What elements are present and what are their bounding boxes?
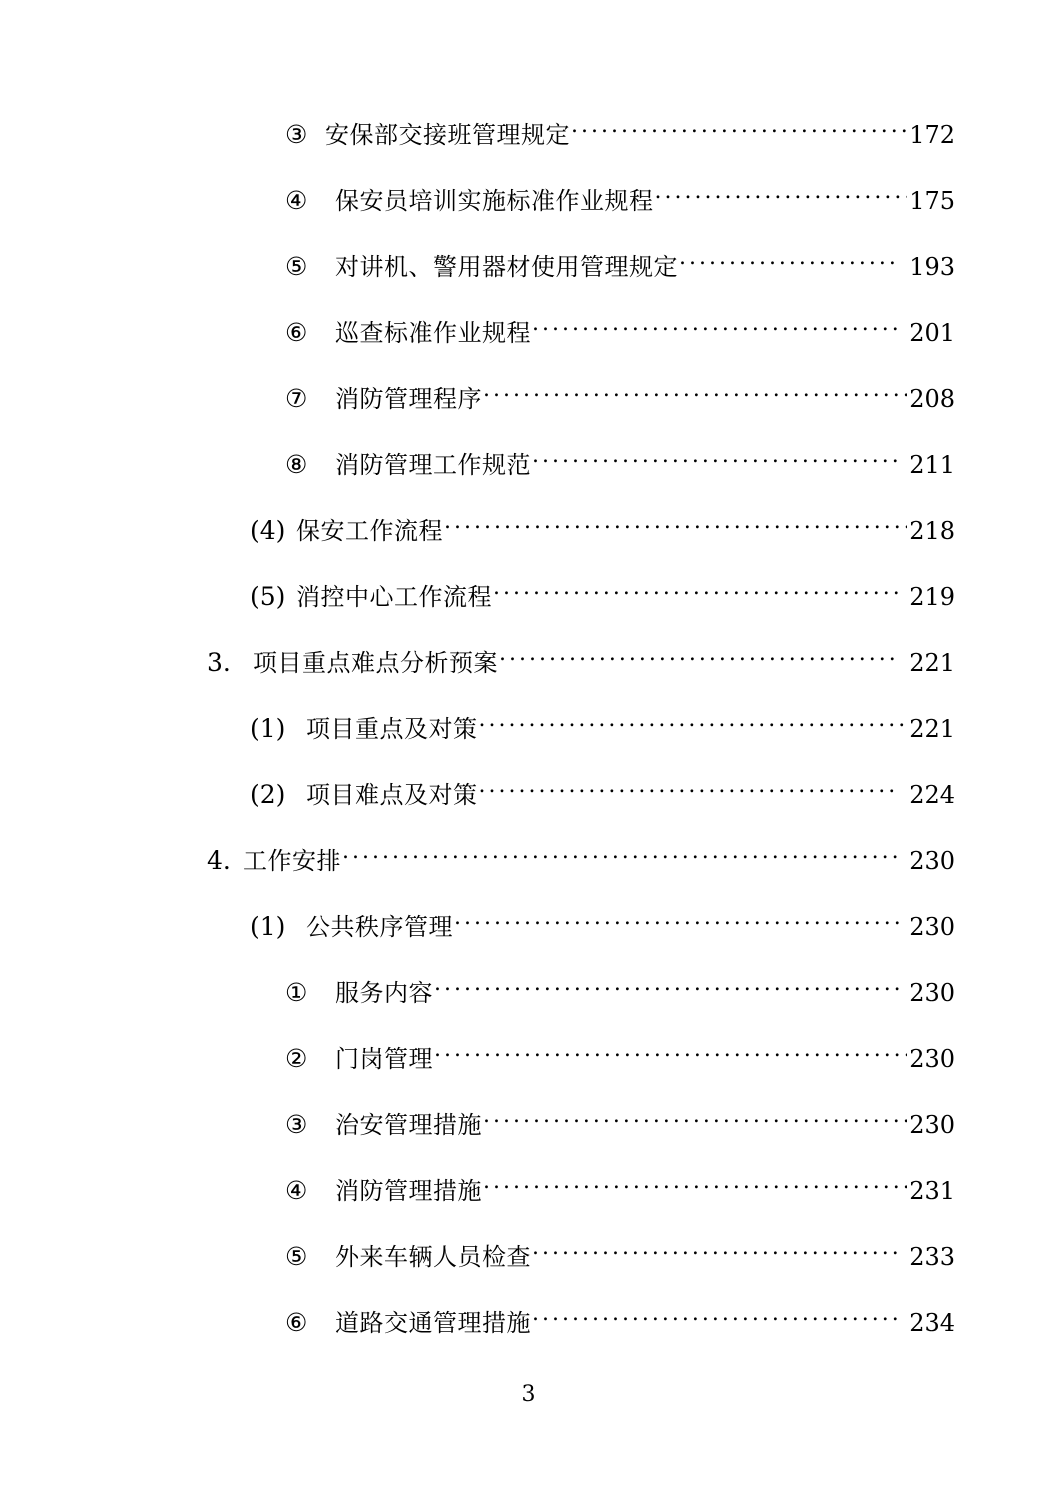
toc-entry-marker: (1) <box>250 912 286 941</box>
toc-dot-leader <box>483 1109 907 1133</box>
toc-entry-title: 保安员培训实施标准作业规程 <box>335 187 654 215</box>
toc-entry-title: 门岗管理 <box>335 1045 433 1073</box>
toc-dot-leader <box>342 845 900 869</box>
toc-entry-marker: ③ <box>285 1110 308 1139</box>
toc-entry-page-number: 230 <box>909 1111 955 1139</box>
toc-entry-page-number: 230 <box>909 979 955 1007</box>
toc-dot-leader <box>483 383 907 407</box>
toc-entry-marker: ⑥ <box>285 1308 308 1337</box>
toc-entry-title: 项目重点及对策 <box>306 715 478 743</box>
toc-entry-page-number: 230 <box>909 1045 955 1073</box>
toc-dot-leader <box>532 1241 900 1265</box>
toc-entry-marker: (4) <box>250 516 286 545</box>
toc-entry[interactable] <box>0 712 1057 778</box>
toc-entry[interactable] <box>0 250 1057 316</box>
toc-entry[interactable] <box>0 910 1057 976</box>
toc-dot-leader <box>493 581 900 605</box>
toc-entry[interactable] <box>0 844 1057 910</box>
toc-entry-marker: ⑤ <box>285 1242 308 1271</box>
toc-dot-leader <box>454 911 900 935</box>
toc-entry[interactable] <box>0 1174 1057 1240</box>
toc-entry[interactable] <box>0 118 1057 184</box>
toc-entry[interactable] <box>0 646 1057 712</box>
toc-entry-title: 工作安排 <box>243 847 341 875</box>
toc-dot-leader <box>571 119 907 143</box>
toc-entry[interactable] <box>0 1240 1057 1306</box>
toc-entry-title: 项目重点难点分析预案 <box>253 649 498 677</box>
toc-entry-title: 保安工作流程 <box>296 517 443 545</box>
toc-dot-leader <box>679 251 900 275</box>
toc-entry-marker: ④ <box>285 186 308 215</box>
toc-dot-leader <box>532 317 900 341</box>
toc-entry-page-number: 224 <box>909 781 955 809</box>
toc-entry-title: 项目难点及对策 <box>306 781 478 809</box>
toc-entry-title: 消控中心工作流程 <box>296 583 492 611</box>
toc-entry-title: 巡查标准作业规程 <box>335 319 531 347</box>
toc-entry-title: 消防管理措施 <box>335 1177 482 1205</box>
table-of-contents <box>0 118 1057 1372</box>
toc-dot-leader <box>532 1307 900 1331</box>
toc-entry-page-number: 221 <box>909 715 955 743</box>
toc-entry-title: 道路交通管理措施 <box>335 1309 531 1337</box>
toc-dot-leader <box>434 1043 907 1067</box>
toc-entry-marker: ⑦ <box>285 384 308 413</box>
toc-entry-marker: 4. <box>207 846 231 875</box>
page-number-footer: 3 <box>521 1382 536 1407</box>
toc-entry-page-number: 231 <box>909 1177 955 1205</box>
toc-dot-leader <box>479 779 901 803</box>
toc-entry[interactable] <box>0 184 1057 250</box>
toc-entry-marker: ② <box>285 1044 308 1073</box>
toc-entry-page-number: 211 <box>909 451 955 479</box>
toc-entry-page-number: 219 <box>909 583 955 611</box>
toc-dot-leader <box>483 1175 907 1199</box>
toc-entry[interactable] <box>0 382 1057 448</box>
toc-entry-marker: ⑤ <box>285 252 308 281</box>
toc-entry-marker: (5) <box>250 582 286 611</box>
toc-dot-leader <box>444 515 907 539</box>
toc-entry-page-number: 230 <box>909 913 955 941</box>
toc-entry-page-number: 218 <box>909 517 955 545</box>
toc-entry-page-number: 234 <box>909 1309 955 1337</box>
toc-entry[interactable] <box>0 580 1057 646</box>
toc-entry-marker: ⑥ <box>285 318 308 347</box>
toc-entry-marker: 3. <box>207 648 231 677</box>
toc-entry[interactable] <box>0 514 1057 580</box>
toc-entry-title: 消防管理工作规范 <box>335 451 531 479</box>
toc-entry-page-number: 221 <box>909 649 955 677</box>
toc-entry-title: 外来车辆人员检查 <box>335 1243 531 1271</box>
toc-entry-marker: ⑧ <box>285 450 308 479</box>
toc-entry-marker: (2) <box>250 780 286 809</box>
toc-entry-marker: (1) <box>250 714 286 743</box>
toc-entry[interactable] <box>0 316 1057 382</box>
toc-entry-marker: ④ <box>285 1176 308 1205</box>
toc-dot-leader <box>532 449 900 473</box>
toc-entry[interactable] <box>0 778 1057 844</box>
toc-entry-title: 治安管理措施 <box>335 1111 482 1139</box>
toc-entry-title: 对讲机、警用器材使用管理规定 <box>335 253 678 281</box>
toc-entry-marker: ③ <box>285 120 308 149</box>
toc-entry-page-number: 230 <box>909 847 955 875</box>
toc-entry-title: 安保部交接班管理规定 <box>325 121 570 149</box>
toc-entry-page-number: 175 <box>909 187 955 215</box>
toc-dot-leader <box>655 185 908 209</box>
toc-entry-page-number: 193 <box>909 253 955 281</box>
toc-dot-leader <box>499 647 900 671</box>
toc-entry-page-number: 208 <box>909 385 955 413</box>
toc-entry[interactable] <box>0 1108 1057 1174</box>
toc-entry[interactable] <box>0 448 1057 514</box>
toc-entry[interactable] <box>0 1042 1057 1108</box>
toc-dot-leader <box>479 713 908 737</box>
toc-entry[interactable] <box>0 1306 1057 1372</box>
toc-entry-page-number: 233 <box>909 1243 955 1271</box>
toc-entry-title: 公共秩序管理 <box>306 913 453 941</box>
toc-entry-page-number: 172 <box>909 121 955 149</box>
toc-entry[interactable] <box>0 976 1057 1042</box>
toc-entry-page-number: 201 <box>909 319 955 347</box>
toc-dot-leader <box>434 977 900 1001</box>
toc-entry-marker: ① <box>285 978 308 1007</box>
toc-entry-title: 消防管理程序 <box>335 385 482 413</box>
toc-entry-title: 服务内容 <box>335 979 433 1007</box>
